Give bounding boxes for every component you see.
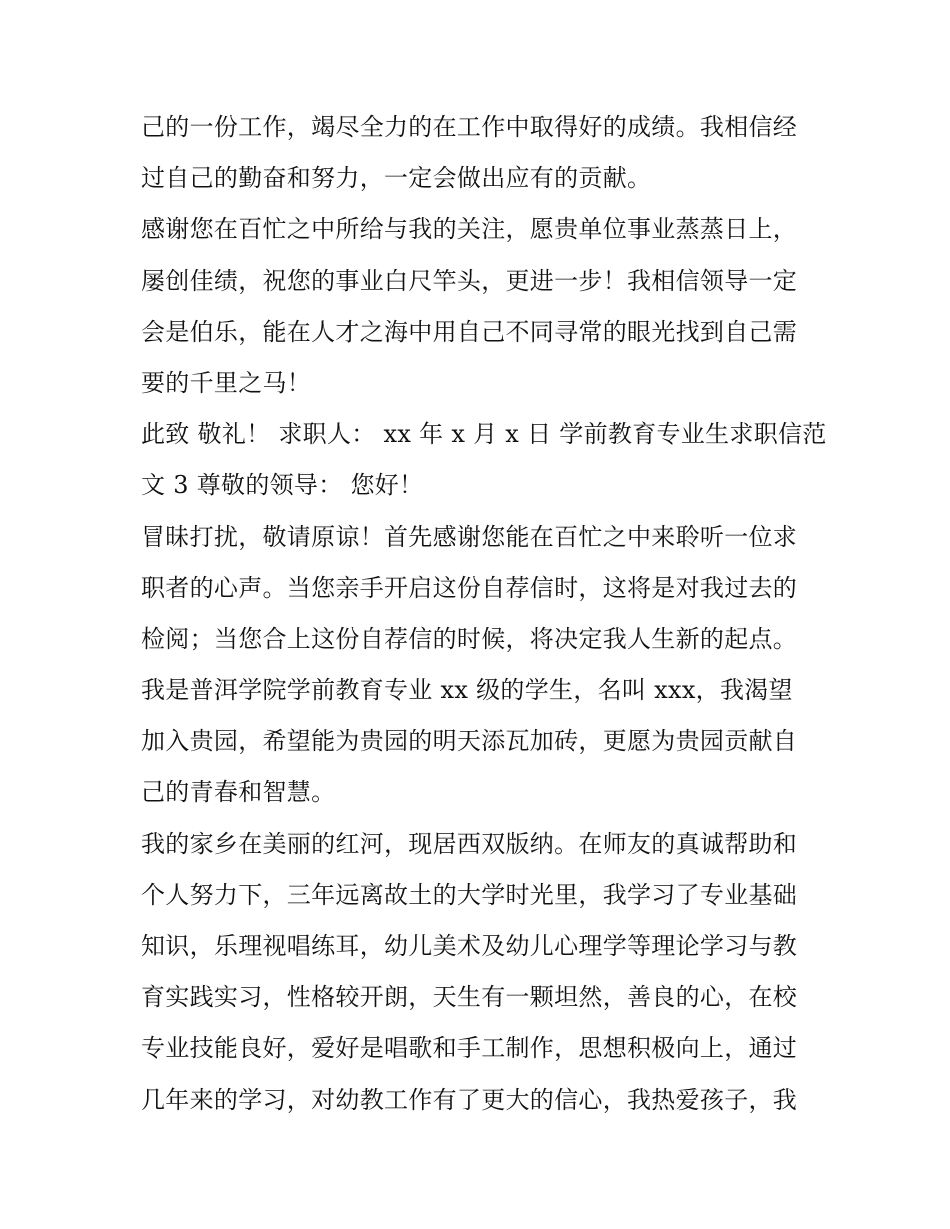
text-line: 加入贵园，希望能为贵园的明天添瓦加砖，更愿为贵园贡献自 xyxy=(141,727,798,756)
text-line: 检阅；当您合上这份自荐信的时候，将决定我人生新的起点。 xyxy=(141,624,798,653)
text-line: 会是伯乐，能在人才之海中用自己不同寻常的眼光找到自己需 xyxy=(141,317,798,346)
text-line: 屡创佳绩，祝您的事业白尺竿头，更进一步！我相信领导一定 xyxy=(141,266,798,295)
text-line: 文 3 尊敬的领导： 您好！ xyxy=(141,471,424,500)
text-line: 过自己的勤奋和努力，一定会做出应有的贡献。 xyxy=(141,164,652,193)
text-line: 此致 敬礼！ 求职人： xx 年 x 月 x 日 学前教育专业生求职信范 xyxy=(141,420,827,449)
text-line: 个人努力下，三年远离故土的大学时光里，我学习了专业基础 xyxy=(141,880,798,909)
text-line: 我是普洱学院学前教育专业 xx 级的学生，名叫 xxx，我渴望 xyxy=(141,676,793,705)
text-line: 冒昧打扰，敬请原谅！首先感谢您能在百忙之中来聆听一位求 xyxy=(141,522,798,551)
text-line: 育实践实习，性格较开朗，天生有一颗坦然，善良的心，在校 xyxy=(141,983,798,1012)
document-body xyxy=(141,102,827,1126)
text-line: 几年来的学习，对幼教工作有了更大的信心，我热爱孩子，我 xyxy=(141,1085,798,1114)
text-line: 己的一份工作，竭尽全力的在工作中取得好的成绩。我相信经 xyxy=(141,113,798,141)
text-line: 专业技能良好，爱好是唱歌和手工制作，思想积极向上，通过 xyxy=(141,1034,798,1063)
text-line: 职者的心声。当您亲手开启这份自荐信时，这将是对我过去的 xyxy=(141,573,798,602)
text-line: 我的家乡在美丽的红河，现居西双版纳。在师友的真诚帮助和 xyxy=(141,829,798,858)
text-line: 知识，乐理视唱练耳，幼儿美术及幼儿心理学等理论学习与教 xyxy=(141,932,798,960)
text-line: 要的千里之马！ xyxy=(141,368,312,397)
text-line: 己的青春和智慧。 xyxy=(141,778,336,807)
text-line: 感谢您在百忙之中所给与我的关注，愿贵单位事业蒸蒸日上， xyxy=(141,215,798,244)
